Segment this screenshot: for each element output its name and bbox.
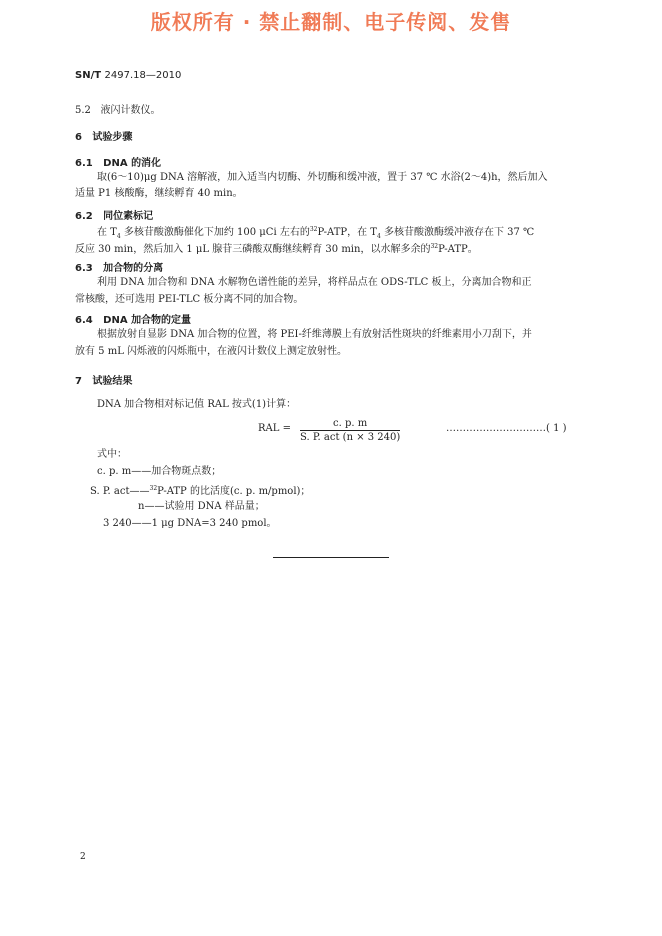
superscript: 32 (149, 485, 158, 492)
section-title: 试验步骤 (92, 132, 133, 143)
paragraph-line: 放有 5 mL 闪烁液的闪烁瓶中，在液闪计数仪上测定放射性。 (75, 346, 348, 357)
paragraph-line: 常核酸，还可选用 PEI-TLC 板分离不同的加合物。 (75, 294, 304, 305)
text-run: P-ATP。 (438, 244, 478, 255)
formula-fraction (300, 418, 400, 443)
text-run: 多核苷酸激酶缓冲液存在下 37 ℃ (380, 227, 535, 238)
section-title: DNA 加合物的定量 (103, 315, 192, 326)
copyright-watermark: 版权所有 · 禁止翻制、电子传阅、发售 (150, 10, 512, 34)
end-rule (273, 557, 389, 558)
section-6-heading (75, 128, 132, 143)
paragraph-line: 取(6～10)μg DNA 溶解液，加入适当内切酶、外切酶和缓冲液，置于 37 ℃ 水浴(2～4)h，然后加入 (97, 172, 548, 183)
section-number: 6.3 (75, 263, 93, 274)
superscript: 32 (309, 226, 318, 233)
section-6-2-heading (75, 207, 153, 222)
definition-line (90, 481, 310, 499)
page-number: 2 (80, 852, 86, 862)
definition-line: c. p. m——加合物斑点数； (97, 466, 222, 477)
formula-reference: …………………………( 1 ) (446, 423, 567, 434)
document-code (75, 70, 181, 81)
section-7-heading (75, 372, 132, 387)
section-number: 5.2 (75, 105, 91, 116)
section-number: 6.1 (75, 158, 93, 169)
section-title: 同位素标记 (103, 211, 154, 222)
text-run: 反应 30 min，然后加入 1 μL 腺苷三磷酸双酶继续孵育 30 min，以水解多余的 (75, 244, 431, 255)
text-run: P-ATP 的比活度(c. p. m/pmol)； (157, 486, 311, 497)
section-6-1-heading (75, 154, 161, 169)
section-title: DNA 的消化 (103, 158, 162, 169)
section-number: 6.2 (75, 211, 93, 222)
doc-number: 2497.18—2010 (104, 70, 182, 81)
text-run: S. P. act—— (90, 486, 150, 497)
formula-numerator: c. p. m (300, 418, 400, 431)
paragraph-line: 根据放射自显影 DNA 加合物的位置，将 PEI-纤维薄膜上有放射活性斑块的纤维素用小刀刮下，并 (97, 329, 532, 340)
formula-denominator: S. P. act (n × 3 240) (300, 432, 401, 443)
section-5-2 (75, 101, 160, 116)
text-run: 多核苷酸激酶催化下加约 100 μCi 左右的 (120, 227, 310, 238)
section-6-3-heading (75, 259, 163, 274)
subscript: 4 (376, 233, 381, 240)
superscript: 32 (430, 243, 439, 250)
section-number: 6 (75, 132, 82, 143)
definition-line: 3 240——1 μg DNA=3 240 pmol。 (103, 518, 277, 529)
where-label: 式中： (97, 449, 127, 460)
section-6-4-heading (75, 311, 191, 326)
text-run: P-ATP，在 T (317, 227, 377, 238)
section-title: 加合物的分离 (103, 263, 164, 274)
text-run: 在 T (97, 227, 117, 238)
paragraph-line (75, 239, 478, 257)
section-title: 试验结果 (92, 376, 133, 387)
section-number: 6.4 (75, 315, 93, 326)
section-text: 液闪计数仪。 (100, 105, 161, 116)
formula-lhs: RAL = (258, 423, 291, 434)
section-number: 7 (75, 376, 82, 387)
paragraph-line: 适量 P1 核酸酶，继续孵育 40 min。 (75, 188, 243, 199)
definition-line: n——试验用 DNA 样品量； (138, 501, 265, 512)
subscript: 4 (116, 233, 121, 240)
paragraph-line: 利用 DNA 加合物和 DNA 水解物色谱性能的差异，将样品点在 ODS-TLC 板上，分离加合物和正 (97, 277, 532, 288)
doc-prefix: SN/T (75, 70, 102, 81)
paragraph-line: DNA 加合物相对标记值 RAL 按式(1)计算： (97, 399, 297, 410)
